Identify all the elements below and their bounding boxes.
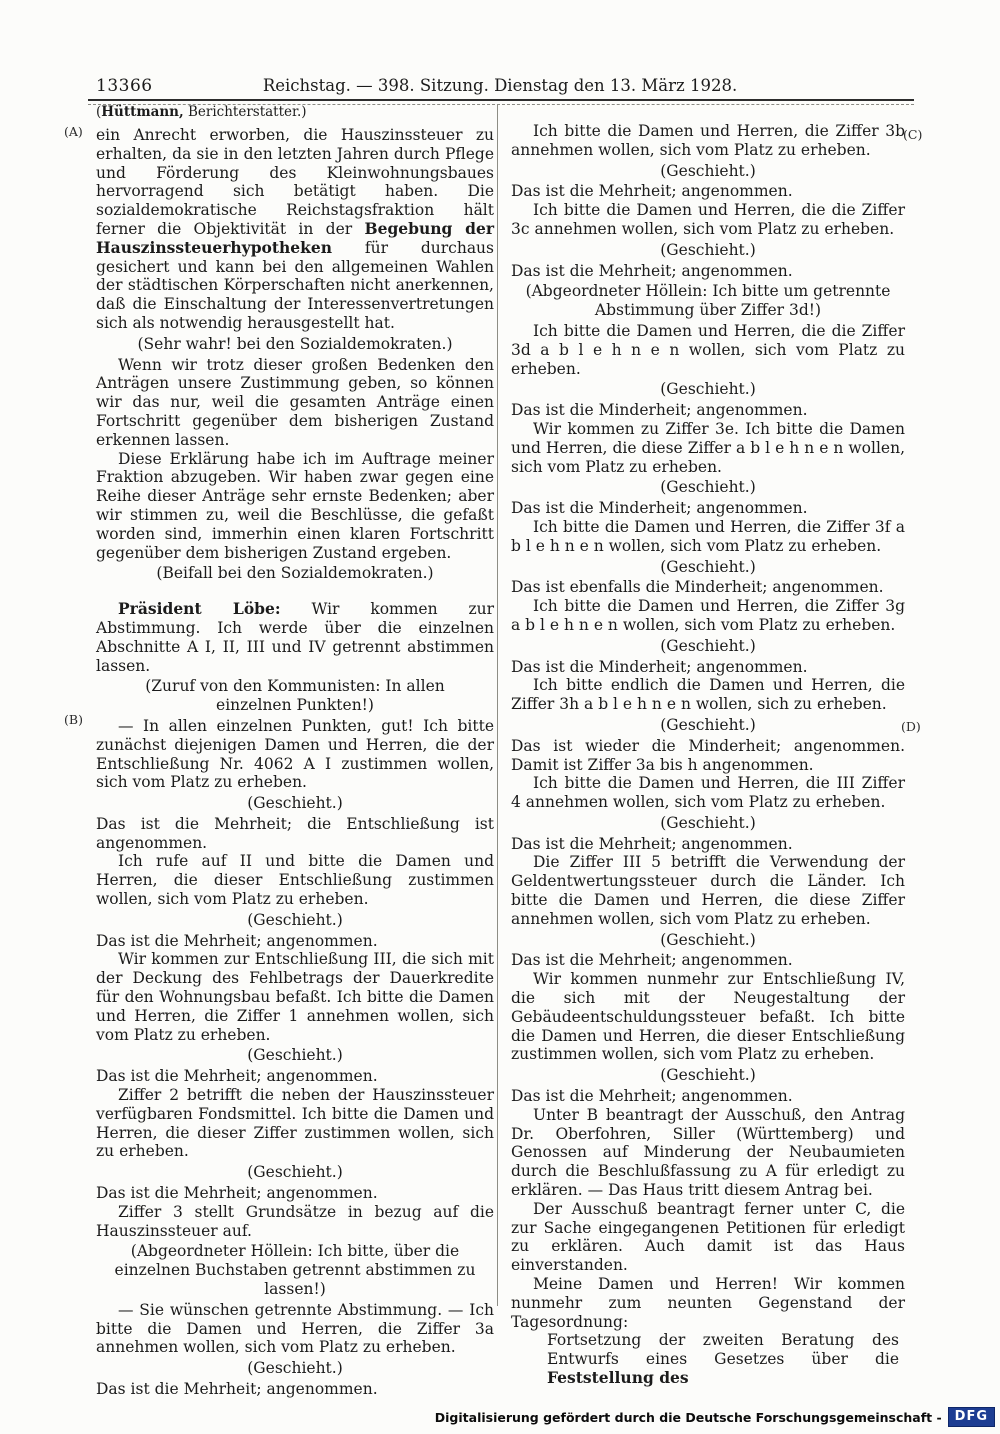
left-column [96,104,494,1399]
interjection: (Sehr wahr! bei den Sozialdemokraten.) [137,334,453,353]
stage-direction: (Geschieht.) [247,1163,343,1182]
speech-paragraph: Das ist wieder die Minderheit; angenommen. Damit ist Ziffer 3a bis h angenommen. [511,736,905,774]
speech-paragraph: — In allen einzelnen Punkten, gut! Ich bitte zunächst diejenigen Damen und Herren, die der Entschließung Nr. 4062 A I zustimmen wollen, sich vom Platz zu erheben. [96,716,494,792]
stage-direction: (Geschieht.) [247,910,343,929]
speech-paragraph: — Sie wünschen getrennte Abstimmung. — Ich bitte die Damen und Herren, die Ziffer 3a annehmen wollen, sich vom Platz zu erheben. [96,1300,494,1357]
margin-marker-c: (C) [903,127,923,142]
speech-paragraph: Die Ziffer III 5 betrifft die Verwendung der Geldentwertungssteuer durch die Länder. Ich bitte die Damen und Herren, die diese Ziffer annehmen wollen, sich vom Platz zu erheben. [511,853,905,928]
speech-paragraph: Wir kommen nunmehr zur Entschließung IV, die sich mit der Neugestaltung der Gebäudeentschuldungssteuer befaßt. Ich bitte die Damen und Herren, die dieser Entschließung zustimmen wollen, sich vom Platz zu erheben. [511,970,905,1064]
stage-direction: (Geschieht.) [660,161,756,180]
column-divider [497,104,498,1306]
interjection: (Abgeordneter Höllein: Ich bitte um getrennte Abstimmung über Ziffer 3d!) [525,282,891,320]
right-column [511,122,905,1388]
stage-direction: (Geschieht.) [247,1046,343,1065]
interjection: (Beifall bei den Sozialdemokraten.) [156,564,434,583]
stage-direction: (Geschieht.) [660,930,756,949]
digitization-banner [435,1407,995,1427]
speech-paragraph: Meine Damen und Herren! Wir kommen nunmehr zum neunten Gegenstand der Tagesordnung: [511,1275,905,1331]
speech-paragraph: ein Anrecht erworben, die Hauszinssteuer zu erhalten, da sie in den letzten Jahren durch Pflege und Förderung des Kleinwohnungsbaues hervorragend sich betätigt haben. Die sozialdemokratische Reichstagsfraktion hält ferner die Objektivität in der Begebung der Hauszinssteuerhypotheken für durchaus gesichert und kann bei den allgemeinen Wahlen der städtischen Körperschaften nicht anerkennen, daß die Einschaltung der Interessenvertretungen sich als notwendig herausgestellt hat. [96,126,494,332]
speech-paragraph: Der Ausschuß beantragt ferner unter C, die zur Sache eingegangenen Petitionen für erledigt zu erklären. Auch damit ist das Haus einverstanden. [511,1199,905,1275]
speech-paragraph: Das ist die Mehrheit; angenommen. [96,931,378,950]
speech-paragraph: Das ist die Mehrheit; angenommen. [96,1184,378,1203]
speaker-paragraph: Präsident Löbe: Wir kommen zur Abstimmung. Ich werde über die einzelnen Abschnitte A I, II, III und IV getrennt abstimmen lassen. [96,599,494,675]
stage-direction: (Geschieht.) [660,557,756,576]
speech-paragraph: Das ist die Minderheit; angenommen. [511,657,808,676]
speech-paragraph: Das ist die Mehrheit; angenommen. [511,834,793,853]
stage-direction: (Geschieht.) [660,636,756,655]
margin-marker-d: (D) [901,719,921,734]
speech-paragraph: Das ist die Mehrheit; angenommen. [511,1087,793,1106]
speech-paragraph: Unter B beantragt der Ausschuß, den Antrag Dr. Oberfohren, Siller (Württemberg) und Genossen auf Minderung der Neubaumieten durch die Beschlußfassung zu A für erledigt zu erklären. — Das Haus tritt diesem Antrag bei. [511,1105,905,1200]
stage-direction: (Geschieht.) [247,1359,343,1378]
speech-paragraph: Ich bitte die Damen und Herren, die Ziffer 3f a b l e h n e n wollen, sich vom Platz zu erheben. [511,517,905,555]
speech-paragraph: Ich bitte die Damen und Herren, die Ziffer 3g a b l e h n e n wollen, sich vom Platz zu erheben. [511,597,905,634]
page-title: Reichstag. — 398. Sitzung. Dienstag den 13. März 1928. [262,76,738,95]
speech-paragraph: Ich bitte die Damen und Herren, die Ziffer 3b annehmen wollen, sich vom Platz zu erheben. [511,122,905,159]
reporter-note: (Hüttmann, Berichterstatter.) [96,104,307,120]
stage-direction: (Geschieht.) [660,478,756,497]
speech-paragraph: Das ist ebenfalls die Minderheit; angenommen. [511,578,884,597]
stage-direction: (Geschieht.) [660,813,756,832]
speech-paragraph: Wenn wir trotz dieser großen Bedenken den Anträgen unsere Zustimmung geben, so können wir das nur, weil die gesamten Anträge einen Fortschritt gegenüber dem bisherigen Zustand erkennen lassen. [96,355,494,449]
speech-paragraph: Das ist die Mehrheit; angenommen. [511,261,793,280]
speech-paragraph: Das ist die Minderheit; angenommen. [511,499,808,518]
stage-direction: (Geschieht.) [660,240,756,259]
speech-paragraph: Das ist die Mehrheit; angenommen. [96,1380,378,1398]
spacer [96,585,494,600]
speech-paragraph: Ich rufe auf II und bitte die Damen und Herren, die dieser Entschließung zustimmen wollen, sich vom Platz zu erheben. [96,852,494,909]
margin-marker-b: (B) [64,712,83,727]
speech-paragraph: Das ist die Mehrheit; die Entschließung ist angenommen. [96,814,494,852]
speech-paragraph: Ich bitte endlich die Damen und Herren, die Ziffer 3h a b l e h n e n wollen, sich zu erheben. [511,676,905,714]
stage-direction: (Geschieht.) [660,1066,756,1085]
agenda-item: Fortsetzung der zweiten Beratung des Entwurfs eines Gesetzes über die Feststellung des [547,1331,899,1387]
speech-paragraph: Ich bitte die Damen und Herren, die III Ziffer 4 annehmen wollen, sich vom Platz zu erheben. [511,774,905,812]
speech-paragraph: Ich bitte die Damen und Herren, die die Ziffer 3c annehmen wollen, sich vom Platz zu erheben. [511,201,905,238]
speech-paragraph: Das ist die Minderheit; angenommen. [511,401,808,420]
speech-paragraph: Das ist die Mehrheit; angenommen. [511,182,793,201]
interjection: (Zuruf von den Kommunisten: In allen einzelnen Punkten!) [145,677,445,715]
stage-direction: (Geschieht.) [247,794,343,813]
speech-paragraph: Diese Erklärung habe ich im Auftrage meiner Fraktion abzugeben. Wir haben zwar gegen eine Reihe dieser Anträge sehr ernste Bedenken; aber wir stimmen zu, weil die Beschlüsse, die gefaßt worden sind, immerhin einen klaren Fortschritt gegenüber dem bisherigen Zustand ergeben. [96,449,494,562]
interjection: (Abgeordneter Höllein: Ich bitte, über die einzelnen Buchstaben getrennt abstimmen zu lassen!) [114,1242,476,1299]
speech-paragraph: Das ist die Mehrheit; angenommen. [96,1067,378,1086]
speech-paragraph: Ziffer 3 stellt Grundsätze in bezug auf die Hauszinssteuer auf. [96,1202,494,1240]
digitization-text: Digitalisierung gefördert durch die Deutsche Forschungsgemeinschaft - [434,1409,942,1425]
speech-paragraph: Ich bitte die Damen und Herren, die die Ziffer 3d a b l e h n e n wollen, sich vom Platz zu erheben. [511,321,905,378]
speech-paragraph: Wir kommen zur Entschließung III, die sich mit der Deckung des Fehlbetrags der Dauerkredite für den Wohnungsbau befaßt. Ich bitte die Damen und Herren, die Ziffer 1 annehmen wollen, sich vom Platz zu erheben. [96,950,494,1044]
dfg-logo: DFG [948,1407,995,1427]
margin-marker-a: (A) [64,124,83,139]
stage-direction: (Geschieht.) [660,380,756,399]
speech-paragraph: Ziffer 2 betrifft die neben der Hauszinssteuer verfügbaren Fondsmittel. Ich bitte die Damen und Herren, die dieser Ziffer zustimmen wollen, sich zu erheben. [96,1086,494,1161]
page-number: 13366 [96,76,153,96]
speech-paragraph: Das ist die Mehrheit; angenommen. [511,951,793,970]
speech-paragraph: Wir kommen zu Ziffer 3e. Ich bitte die Damen und Herren, die diese Ziffer a b l e h n e n wollen, sich vom Platz zu erheben. [511,419,905,476]
stage-direction: (Geschieht.) [660,715,756,734]
